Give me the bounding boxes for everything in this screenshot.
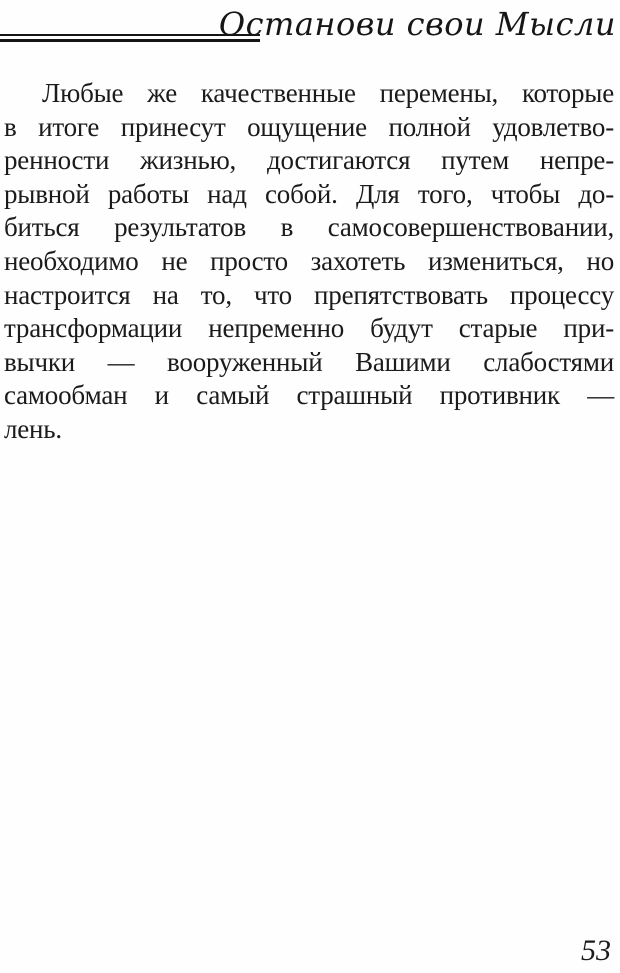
body-text-line: самообман и самый страшный противник — (4, 380, 614, 411)
body-text-line: в итоге принесут ощущение полной удовлетво- (4, 111, 614, 142)
body-text-line: рывной работы над собой. Для того, чтобы до- (4, 178, 614, 209)
body-text-line: настроится на то, что препятствовать процессу (4, 279, 614, 310)
body-text-line: Любые же качественные перемены, которые (42, 78, 614, 108)
body-text-line: ренности жизнью, достигаются путем непре- (4, 145, 614, 176)
running-header-title: Останови свои Мысли (218, 5, 616, 43)
body-text-line: лень. (4, 413, 62, 444)
page-number: 53 (581, 934, 611, 967)
body-text-line: трансформации непременно будут старые при- (4, 313, 614, 344)
body-text-line: необходимо не просто захотеть измениться, но (4, 245, 614, 276)
body-paragraph (4, 77, 614, 447)
body-text-line: биться результатов в самосовершенствовании, (4, 212, 614, 243)
body-text-line: вычки — вооруженный Вашими слабостями (4, 346, 614, 377)
